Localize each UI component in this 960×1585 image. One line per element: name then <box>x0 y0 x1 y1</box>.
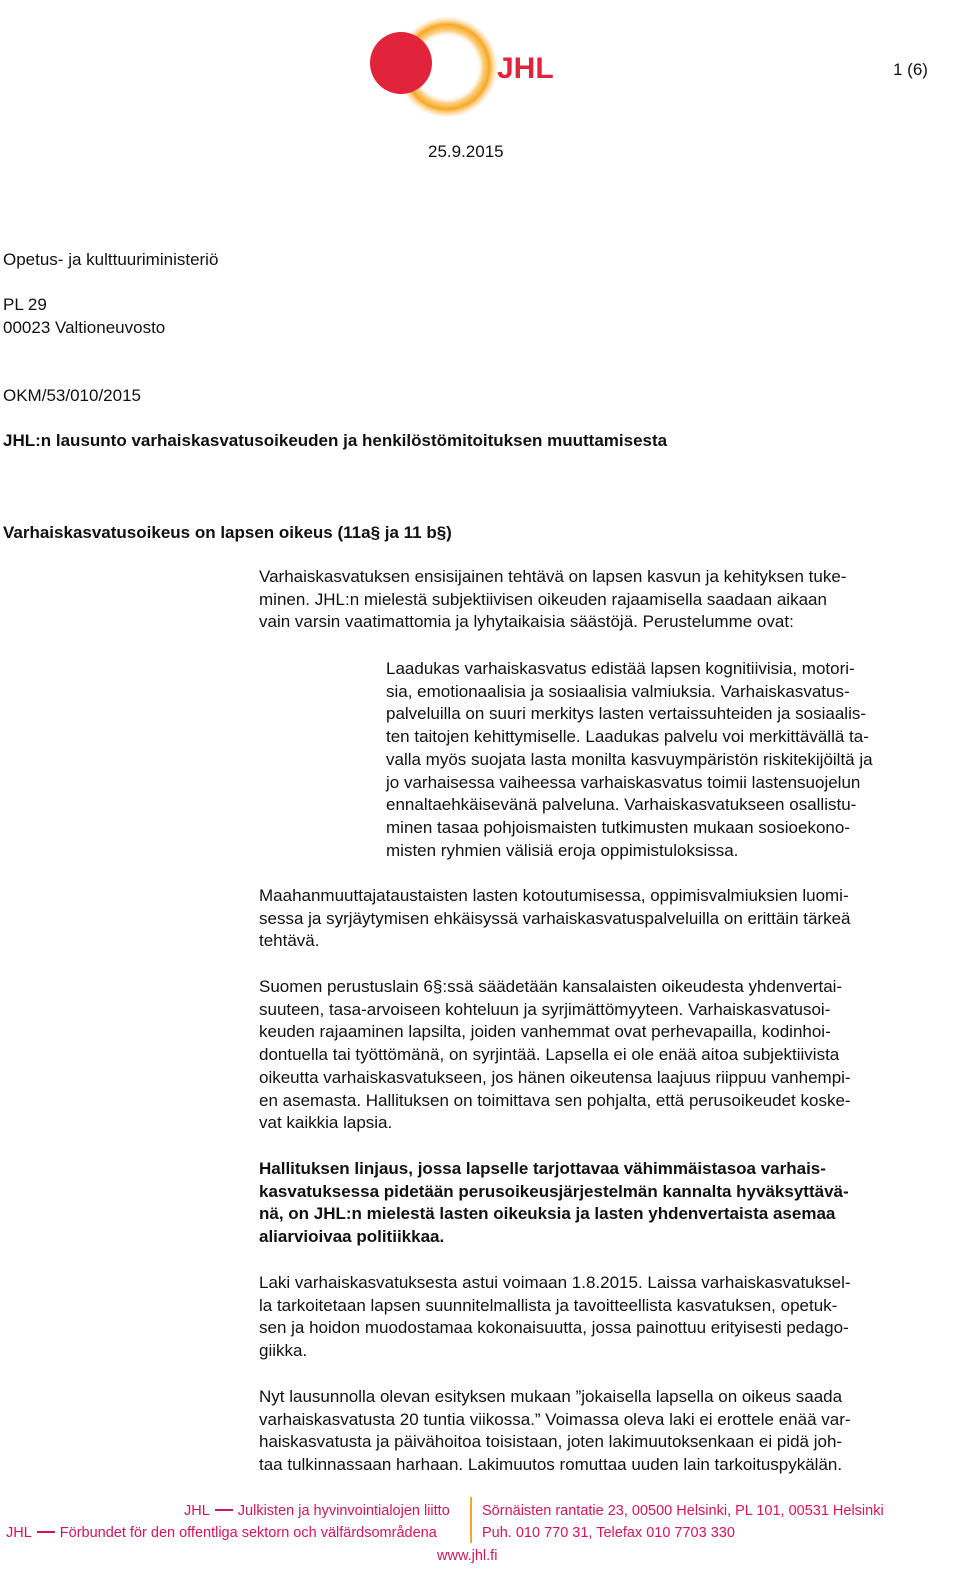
paragraph-line: misten ryhmien välisiä eroja oppimistuloksissa. <box>386 840 739 860</box>
paragraph-line: palveluilla on suuri merkitys lasten vertaissuhteiden ja sosiaalis- <box>386 704 867 724</box>
paragraph-line: ten taitojen kehittymiselle. Laadukas palvelu voi merkittävällä ta- <box>386 727 869 747</box>
paragraph-line: valla myös suojata lasta monilta kasvuympäristön riskitekijöiltä ja <box>386 749 873 769</box>
paragraph-line: sen ja hoidon muodostamaa kokonaisuutta, jossa painottuu erityisesti pedago- <box>259 1318 849 1338</box>
paragraph-line: la tarkoitetaan lapsen suunnitelmallista ja tavoitteellista kasvatuksen, opetuk- <box>259 1295 838 1315</box>
paragraph <box>259 1272 851 1363</box>
paragraph-line: ennaltaehkäisevänä palveluna. Varhaiskasvatukseen osallistu- <box>386 795 857 815</box>
recipient-postal: 00023 Valtioneuvosto <box>3 318 166 337</box>
page-number: 1 (6) <box>893 60 928 79</box>
paragraph <box>259 1386 851 1477</box>
paragraph <box>259 885 851 953</box>
footer-union-fi <box>184 1501 450 1522</box>
recipient-name: Opetus- ja kulttuuriministeriö <box>3 250 219 269</box>
jhl-logo <box>365 15 575 123</box>
indented-paragraph <box>386 658 873 862</box>
paragraph-line: varhaiskasvatusta 20 tuntia viikossa.” Voimassa oleva laki ei erottele enää var- <box>259 1409 851 1429</box>
document-title: JHL:n lausunto varhaiskasvatusoikeuden ja henkilöstömitoituksen muuttamisesta <box>3 431 668 450</box>
dash-icon <box>37 1531 55 1533</box>
footer-union-sv-text: Förbundet för den offentliga sektorn och välfärdsområdena <box>59 1525 437 1541</box>
paragraph-line: giikka. <box>259 1341 308 1361</box>
paragraph-line: Maahanmuuttajataustaisten lasten kotoutumisessa, oppimisvalmiuksien luomi- <box>259 886 849 905</box>
paragraph <box>259 976 851 1135</box>
paragraph-line: aliarvioivaa politiikkaa. <box>259 1227 445 1247</box>
svg-text:JHL: JHL <box>497 52 554 85</box>
footer-brand: JHL <box>6 1525 32 1541</box>
paragraph-line: Laadukas varhaiskasvatus edistää lapsen kognitiivisia, motori- <box>386 659 855 678</box>
footer-union-fi-text: Julkisten ja hyvinvointialojen liitto <box>237 1503 450 1519</box>
footer-website-link[interactable]: www.jhl.fi <box>437 1548 498 1564</box>
footer-phone: Puh. 010 770 31, Telefax 010 7703 330 <box>482 1525 735 1541</box>
recipient-po-box: PL 29 <box>3 295 47 314</box>
paragraph-line: Varhaiskasvatuksen ensisijainen tehtävä on lapsen kasvun ja kehityksen tuke- <box>259 567 847 586</box>
paragraph <box>259 566 846 634</box>
footer-address: Sörnäisten rantatie 23, 00500 Helsinki, PL 101, 00531 Helsinki <box>482 1503 884 1519</box>
paragraph-line: keuden rajaaminen lapsilta, joiden vanhemmat ovat perhevapailla, kodinhoi- <box>259 1022 831 1042</box>
paragraph-line: Nyt lausunnolla olevan esityksen mukaan ”jokaisella lapsella on oikeus saada <box>259 1387 843 1406</box>
paragraph-line: suuteen, tasa-arvoiseen kohteluun ja syrjimättömyyteen. Varhaiskasvatusoi- <box>259 999 831 1019</box>
paragraph-line: oikeutta varhaiskasvatukseen, jos hänen oikeutensa laajuus riippuu vanhempi- <box>259 1067 851 1087</box>
paragraph-line: minen tasaa pohjoismaisten tutkimusten mukaan sosioekono- <box>386 817 850 837</box>
footer-brand: JHL <box>184 1503 210 1519</box>
paragraph-line: haiskasvatusta ja päivähoitoa toisistaan, joten lakimuutoksenkaan ei pidä joh- <box>259 1432 843 1452</box>
paragraph-line: sia, emotionaalisia ja sosiaalisia valmiuksia. Varhaiskasvatus- <box>386 681 850 701</box>
paragraph-line: nä, on JHL:n mielestä lasten oikeuksia ja lasten yhdenvertaista asemaa <box>259 1204 836 1224</box>
paragraph-line: jo varhaisessa vaiheessa varhaiskasvatus toimii lastensuojelun <box>386 772 861 792</box>
paragraph-line: Hallituksen linjaus, jossa lapselle tarjottavaa vähimmäistasoa varhais- <box>259 1159 826 1178</box>
paragraph-line: vain varsin vaatimattomia ja lyhytaikaisia säästöjä. Perustelumme ovat: <box>259 612 794 632</box>
paragraph-line: tehtävä. <box>259 931 320 951</box>
document-date: 25.9.2015 <box>428 142 504 161</box>
paragraph-line: dontuella tai työttömänä, on syrjintää. Lapsella ei ole enää aitoa subjektiivista <box>259 1045 840 1065</box>
paragraph-line: sessa ja syrjäytymisen ehkäisyssä varhaiskasvatuspalveluilla on erittäin tärkeä <box>259 908 851 928</box>
dash-icon <box>215 1509 233 1511</box>
paragraph-line: en asemasta. Hallituksen on toimittava sen pohjalta, että perusoikeudet koske- <box>259 1090 851 1110</box>
paragraph-line: vat kaikkia lapsia. <box>259 1113 393 1133</box>
footer-divider <box>470 1497 472 1543</box>
reference-number: OKM/53/010/2015 <box>3 386 141 405</box>
paragraph-line: Suomen perustuslain 6§:ssä säädetään kansalaisten oikeudesta yhdenvertai- <box>259 977 843 996</box>
paragraph-line: kasvatuksessa pidetään perusoikeusjärjestelmän kannalta hyväksyttävä- <box>259 1181 849 1201</box>
bold-paragraph <box>259 1158 849 1249</box>
paragraph-line: minen. JHL:n mielestä subjektiivisen oikeuden rajaamisella saadaan aikaan <box>259 589 827 609</box>
paragraph-line: taa tulkinnassaan harhaan. Lakimuutos romuttaa uuden lain tarkoituspykälän. <box>259 1455 843 1475</box>
section-heading: Varhaiskasvatusoikeus on lapsen oikeus (11a§ ja 11 b§) <box>3 523 452 542</box>
paragraph-line: Laki varhaiskasvatuksesta astui voimaan 1.8.2015. Laissa varhaiskasvatuksel- <box>259 1273 851 1292</box>
footer-union-sv <box>6 1523 437 1544</box>
